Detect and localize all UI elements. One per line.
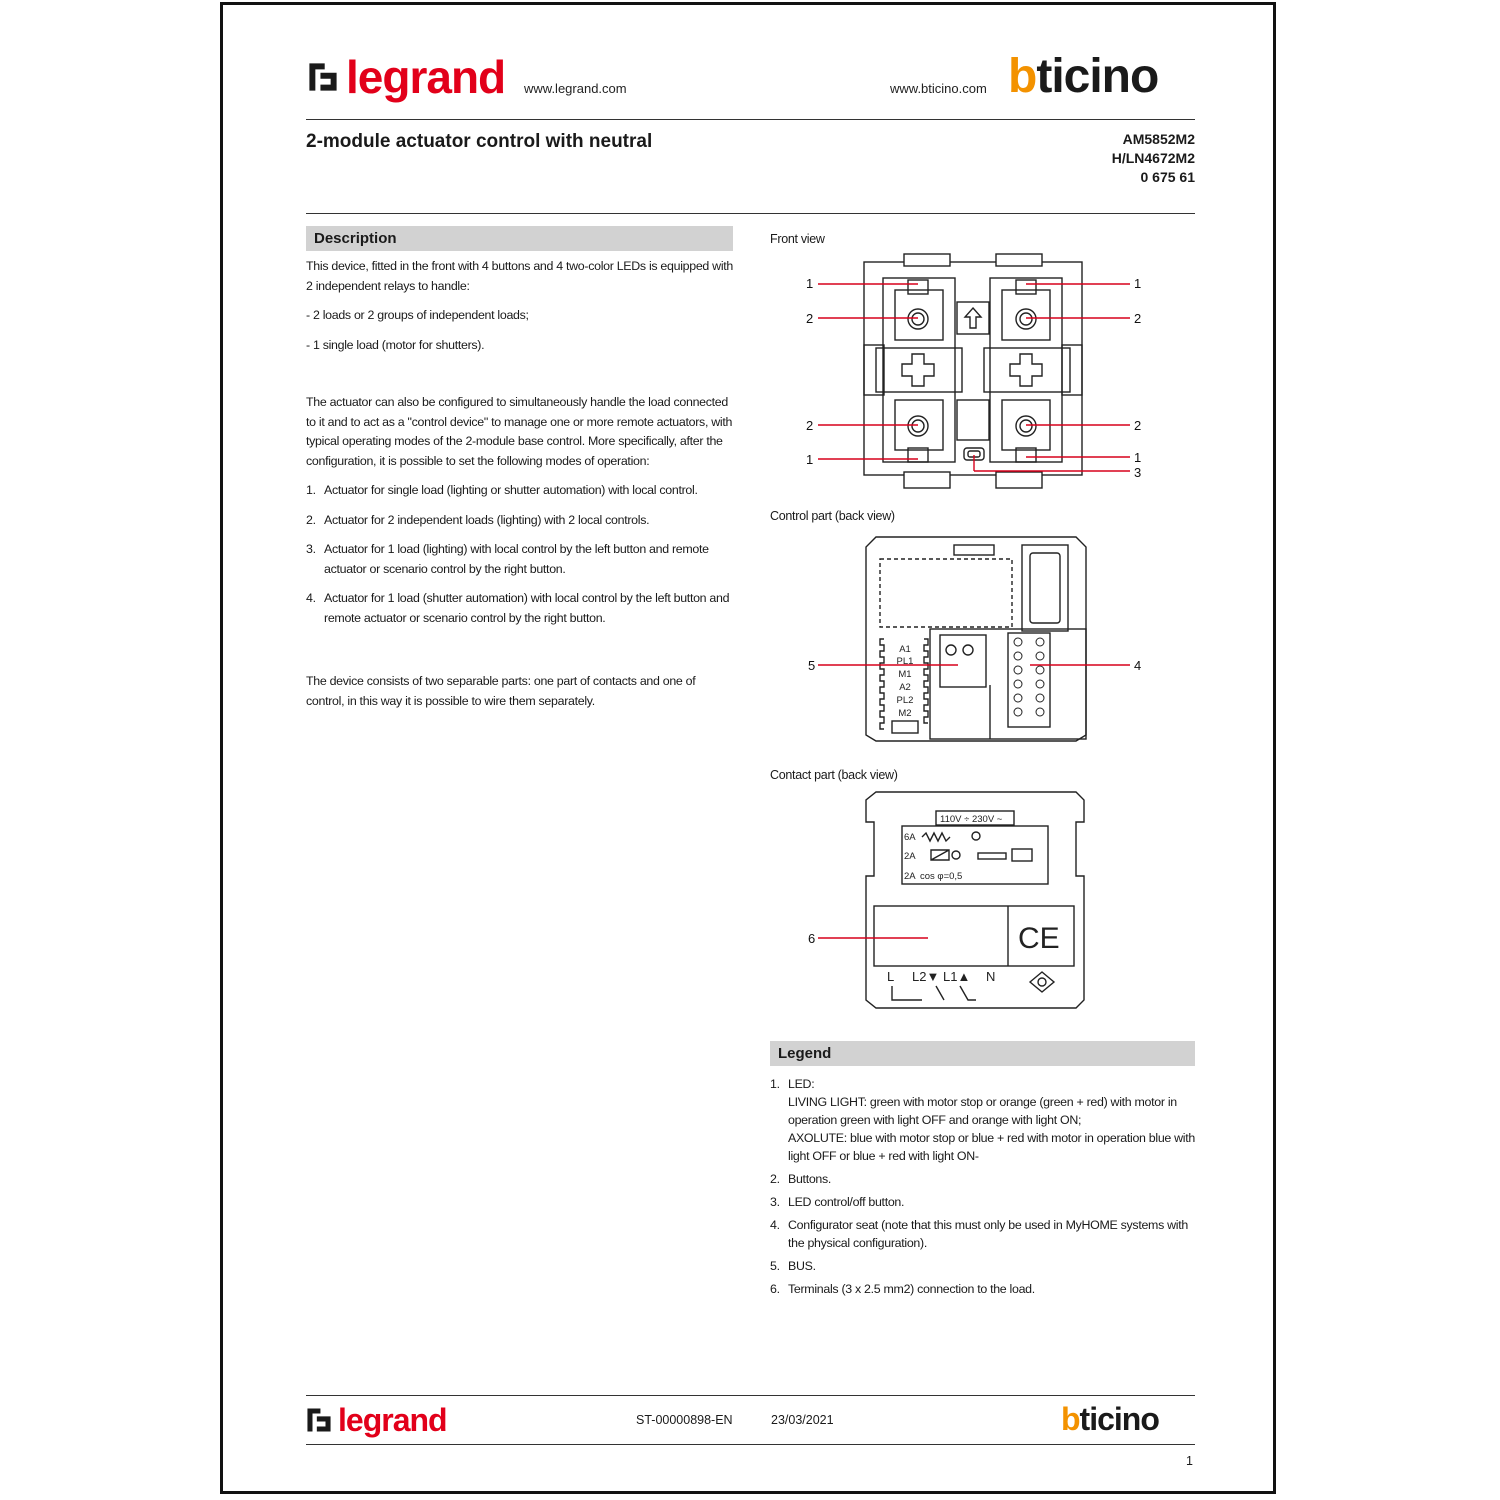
bus-label: M1 <box>898 669 912 680</box>
terminal-label: L2▼ <box>912 969 940 984</box>
page-title: 2-module actuator control with neutral <box>306 131 653 152</box>
control-part-diagram <box>800 527 1160 747</box>
terminal-label: L <box>887 969 895 984</box>
rating-label: 2A <box>904 851 916 862</box>
contact-part-caption: Contact part (back view) <box>770 768 898 782</box>
callout-2: 2 <box>806 311 814 326</box>
list-item: 4. Configurator seat (note that this must only be used in MyHOME systems with the physical configuration). <box>770 1218 1188 1250</box>
callout-2: 2 <box>1134 418 1142 433</box>
terminal-label: L1▲ <box>943 969 971 984</box>
legrand-url[interactable]: www.legrand.com <box>524 81 627 96</box>
list-item: 4. Actuator for 1 load (shutter automation) with local control by the left button and remote actuator or scenario control by the right button. <box>306 591 730 625</box>
front-view-caption: Front view <box>770 232 825 246</box>
footer-legrand-logo <box>306 1404 447 1436</box>
rating-label: 6A <box>904 832 916 843</box>
bticino-wordmark-rest: ticino <box>1036 50 1159 103</box>
callout-2: 2 <box>1134 311 1142 326</box>
ce-mark: CE <box>1018 922 1060 955</box>
modes-list <box>306 481 736 628</box>
voltage-label: 110V ÷ 230V ~ <box>940 814 1003 825</box>
legrand-mark-icon <box>306 60 340 94</box>
list-item: 6. Terminals (3 x 2.5 mm2) connection to the load. <box>770 1282 1035 1296</box>
footer-rule-bottom <box>306 1444 1195 1445</box>
list-item: 3. Actuator for 1 load (lighting) with local control by the left button and remote actuator or scenario control by the right button. <box>306 542 709 576</box>
callout-1: 1 <box>806 452 814 467</box>
page-number: 1 <box>1186 1454 1193 1468</box>
list-item: 1. LED: LIVING LIGHT: green with motor stop or orange (green + red) with motor in operation green with light OFF and orange with light ON; AXOLUTE: blue with motor stop or blue + red with motor in operation blue with light OFF or blue + red with light ON- <box>770 1077 1195 1163</box>
document-id: ST-00000898-EN <box>636 1413 733 1427</box>
callout-1: 1 <box>1134 276 1142 291</box>
product-codes <box>1000 130 1195 187</box>
bticino-url[interactable]: www.bticino.com <box>890 81 987 96</box>
legend-heading: Legend <box>770 1041 1195 1066</box>
control-part-caption: Control part (back view) <box>770 509 895 523</box>
rating-label: 2A <box>904 871 916 882</box>
callout-6: 6 <box>808 931 816 946</box>
callout-1: 1 <box>1134 450 1142 465</box>
title-rule <box>306 213 1195 214</box>
callout-5: 5 <box>808 658 816 673</box>
legrand-mark-icon <box>306 1405 332 1435</box>
list-item: 2. Buttons. <box>770 1172 832 1186</box>
bus-label: PL1 <box>896 656 914 667</box>
list-item: 1. Actuator for single load (lighting or shutter automation) with local control. <box>306 483 698 497</box>
description-intro: This device, fitted in the front with 4 buttons and 4 two-color LEDs is equipped with 2 independent relays to handle: <box>306 259 734 293</box>
callout-3: 3 <box>1134 465 1142 480</box>
list-item: 5. BUS. <box>770 1259 816 1273</box>
description-bullet: - 1 single load (motor for shutters). <box>306 337 485 352</box>
bus-label: PL2 <box>896 695 914 706</box>
bus-label: A1 <box>899 644 911 655</box>
bticino-logo: bticino <box>1008 50 1159 103</box>
contact-part-diagram <box>800 786 1160 1016</box>
description-bullet: - 2 loads or 2 groups of independent loads; <box>306 308 529 322</box>
description-para3: The device consists of two separable parts: one part of contacts and one of control, in this way it is possible to wire them separately. <box>306 674 696 708</box>
footer-bticino-logo: bticino <box>1061 1401 1159 1437</box>
callout-1: 1 <box>806 276 814 291</box>
description-para2: The actuator can also be configured to simultaneously handle the load connected to it and to act as a "control device" to manage one or more remote actuators, with typical operating modes of the 2-module base control. More specifically, after the configuration, it is possible to set the following modes of operation: <box>306 395 733 468</box>
front-view-diagram <box>800 250 1160 495</box>
legrand-wordmark: legrand <box>338 1402 447 1438</box>
cos-phi-label: cos φ=0,5 <box>920 871 963 882</box>
terminal-label: N <box>986 969 996 984</box>
list-item: 2. Actuator for 2 independent loads (lighting) with 2 local controls. <box>306 512 650 527</box>
code-legrand: 0 675 61 <box>1140 169 1195 185</box>
callout-2: 2 <box>806 418 814 433</box>
bus-label: M2 <box>898 708 912 719</box>
code-hln: H/LN4672M2 <box>1111 150 1195 166</box>
legrand-wordmark: legrand <box>346 51 506 103</box>
code-am: AM5852M2 <box>1122 131 1195 147</box>
description-body <box>306 257 736 721</box>
callout-4: 4 <box>1134 658 1142 673</box>
footer-rule-top <box>306 1395 1195 1396</box>
list-item: 3. LED control/off button. <box>770 1195 905 1209</box>
description-heading: Description <box>306 226 733 251</box>
bus-label: A2 <box>899 682 911 693</box>
document-date: 23/03/2021 <box>771 1413 834 1427</box>
header-rule <box>306 119 1195 120</box>
legrand-logo <box>306 51 506 103</box>
legend-list <box>770 1075 1195 1303</box>
